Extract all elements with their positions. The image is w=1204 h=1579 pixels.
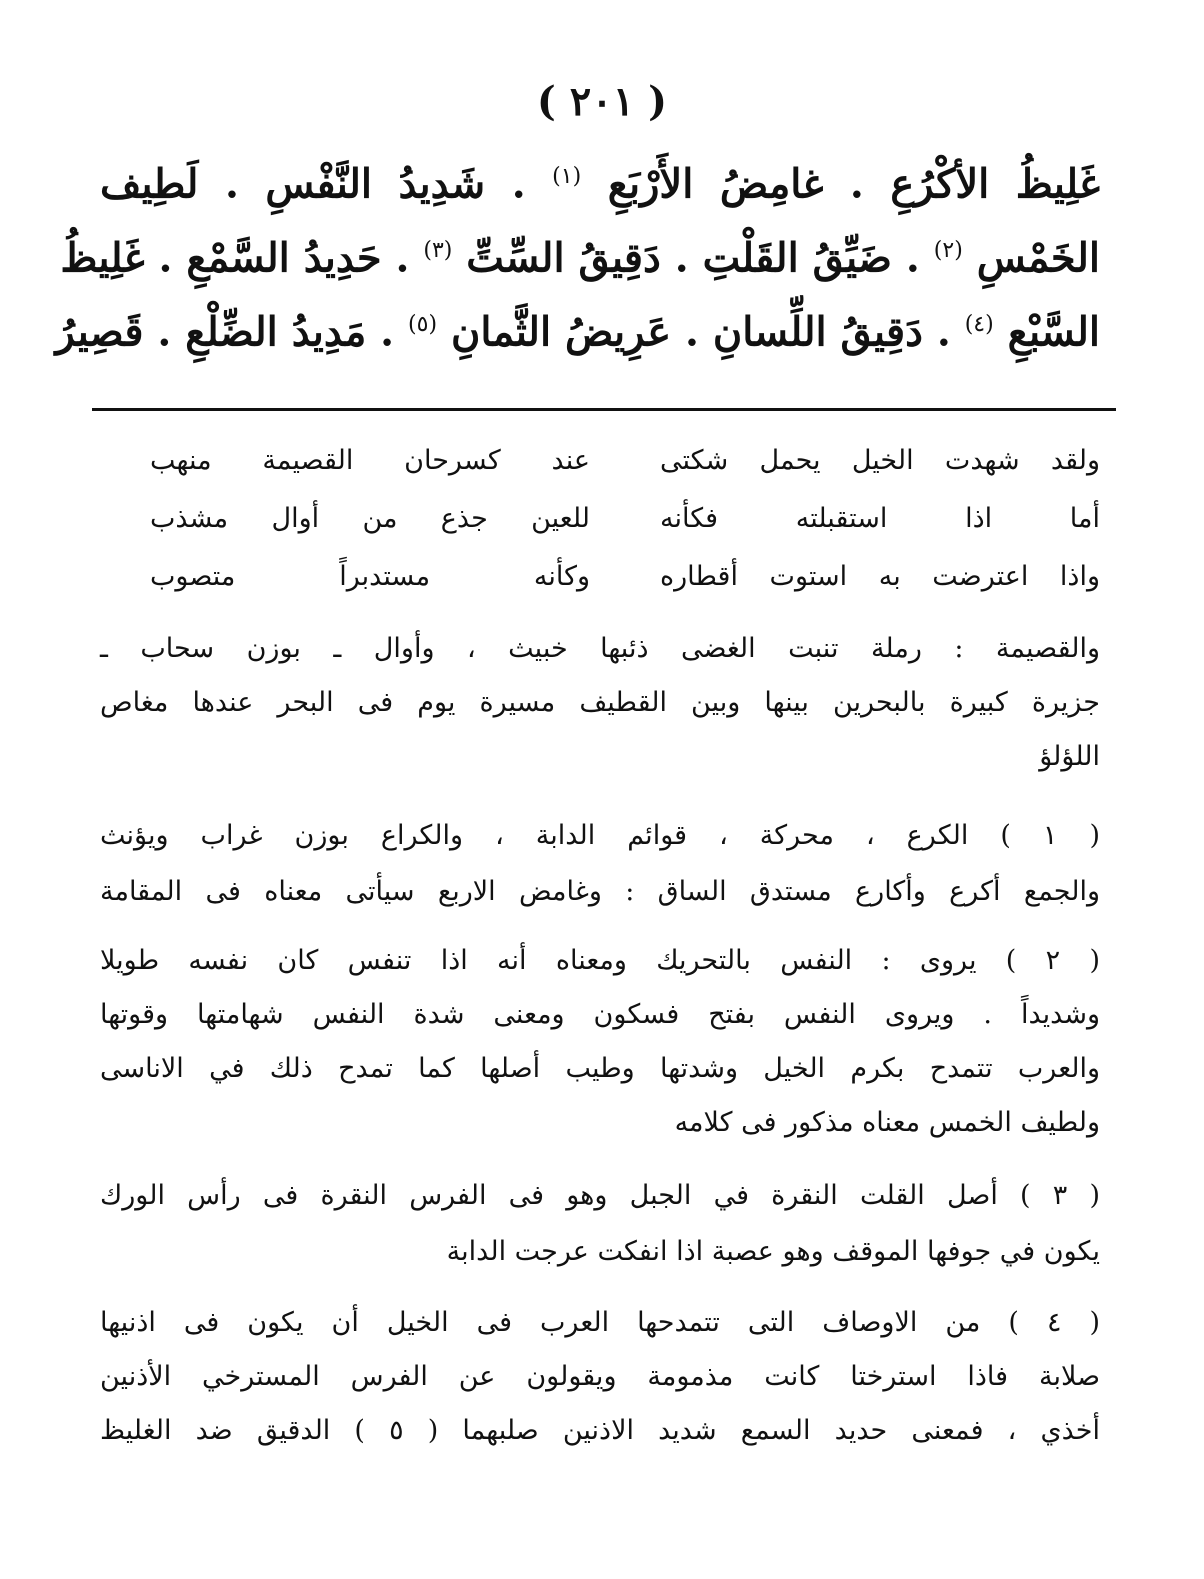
footnote-line: ( ٣ ) أصل القلت النقرة في الجبل وهو فى الفرس النقرة فى رأس الورك [100, 1180, 1100, 1211]
main-text-line [100, 140, 1100, 214]
poem-verse [150, 548, 1100, 606]
footnote-line: والجمع أكرع وأكارع مستدق الساق : وغامض الاربع سيأتى معناه فى المقامة [100, 876, 1100, 907]
footnote-1 [100, 808, 1100, 920]
footnote-line: ( ٢ ) يروى : النفس بالتحريك ومعناه أنه اذا تنفس كان نفسه طويلا [100, 945, 1101, 976]
poem-first-hemistich: أما اذا استقبلته فكأنه [660, 503, 1100, 534]
main-text-segment: السَّبْعِ [1007, 308, 1100, 356]
footnote-marker: (٣) [423, 238, 453, 263]
footnote-line: ولطيف الخمس معناه مذكور فى كلامه [674, 1107, 1100, 1138]
footnote-2 [100, 934, 1100, 1150]
poem-second-hemistich: وكأنه مستدبراً متصوب [150, 561, 590, 592]
footnote-4-and-5 [100, 1296, 1100, 1458]
footnote-marker: (١) [552, 164, 582, 189]
footnote-line: يكون في جوفها الموقف وهو عصبة اذا انفكت عرجت الدابة [446, 1236, 1100, 1267]
main-text-segment: . ضَيِّقُ القَلْتِ . دَقِيقُ السِّتِّ [466, 234, 920, 282]
poem-second-hemistich: للعين جذع من أوال مشذب [150, 503, 590, 534]
main-text-block [55, 140, 1100, 362]
footnote-3 [100, 1168, 1100, 1280]
main-text-line [60, 214, 1100, 288]
footnote-line: ( ٤ ) من الاوصاف التى تتمدحها العرب فى الخيل أن يكون فى اذنيها [100, 1307, 1100, 1338]
page-number: ( ٢٠١ ) [536, 78, 668, 125]
poem-first-hemistich: ولقد شهدت الخيل يحمل شكتى [660, 445, 1100, 476]
footnote-line: صلابة فاذا استرختا كانت مذمومة ويقولون عن الفرس المسترخي الأذنين [100, 1361, 1100, 1392]
gloss-paragraph [100, 622, 1100, 784]
footnote-marker: (٢) [933, 238, 963, 263]
main-text-segment: غَلِيظُ الأكْرُعِ . غامِضُ الأَرْبَعِ [607, 160, 1100, 208]
main-text-segment: . دَقِيقُ اللِّسانِ . عَرِيضُ الثَّمانِ [451, 308, 951, 356]
footnote-line: والعرب تتمدح بكرم الخيل وشدتها وطيب أصلها كما تمدح ذلك في الاناسى [100, 1053, 1100, 1084]
main-text-line [55, 288, 1100, 362]
gloss-line: والقصيمة : رملة تنبت الغضى ذئبها خبيث ، وأوال ـ بوزن سحاب ـ [100, 633, 1100, 664]
footnote-line: أخذي ، فمعنى حديد السمع شديد الاذنين صلبهما ( ٥ ) الدقيق ضد الغليظ [100, 1415, 1100, 1446]
main-text-segment: . شَدِيدُ النَّفْسِ . لَطِيف [100, 160, 526, 208]
footnote-divider [92, 408, 1116, 411]
footnote-marker: (٥) [408, 312, 438, 337]
poem-second-hemistich: عند كسرحان القصيمة منهب [150, 445, 590, 476]
footnote-marker: (٤) [964, 312, 994, 337]
poem-verse [150, 490, 1100, 548]
footnote-line: وشديداً . ويروى النفس بفتح فسكون ومعنى شدة النفس شهامتها وقوتها [100, 999, 1100, 1030]
footnote-line: ( ١ ) الكرع ، محركة ، قوائم الدابة ، والكراع بوزن غراب ويؤنث [100, 820, 1100, 851]
gloss-line: جزيرة كبيرة بالبحرين بينها وبين القطيف مسيرة يوم فى البحر عندها مغاص [100, 687, 1101, 718]
main-text-segment: . مَدِيدُ الضِّلْعِ . قَصِيرُ [55, 308, 395, 356]
main-text-segment: الخَمْسِ [976, 234, 1100, 282]
main-text-segment: . حَدِيدُ السَّمْعِ . غَلِيظُ [60, 234, 410, 282]
poem-block [150, 432, 1100, 606]
poem-first-hemistich: واذا اعترضت به استوت أقطاره [660, 561, 1100, 592]
gloss-line: اللؤلؤ [1039, 741, 1100, 772]
poem-verse [150, 432, 1100, 490]
